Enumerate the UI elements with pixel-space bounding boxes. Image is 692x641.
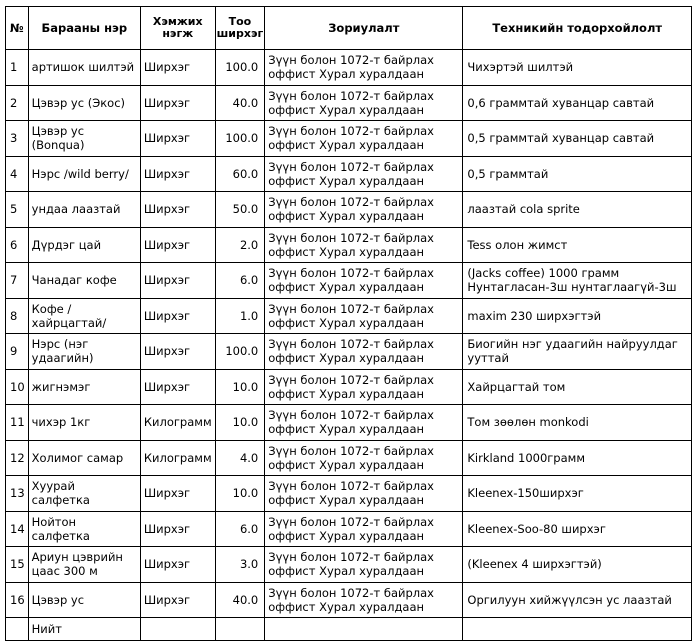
total-purpose-cell [265, 618, 463, 641]
item-name: жигнэмэг [28, 369, 140, 405]
item-quantity: 6.0 [215, 263, 265, 299]
item-purpose: Зүүн болон 1072-т байрлах оффист Хурал хуралдаан [265, 227, 463, 263]
item-purpose: Зүүн болон 1072-т байрлах оффист Хурал хуралдаан [265, 263, 463, 299]
row-number: 4 [6, 156, 29, 192]
item-quantity: 100.0 [215, 50, 265, 86]
item-spec: Биогийн нэг удаагийн найруулдаг уутт​ай [463, 334, 692, 370]
total-unit-cell [140, 618, 215, 641]
item-quantity: 100.0 [215, 334, 265, 370]
item-unit: Ширхэг [140, 582, 215, 618]
table-row [6, 511, 692, 547]
item-spec: Kleenex-150ширхэг [463, 476, 692, 512]
table-row [6, 547, 692, 583]
item-quantity: 40.0 [215, 582, 265, 618]
item-spec: 0,5 граммтай [463, 156, 692, 192]
item-purpose: Зүүн болон 1072-т байрлах оффист Хурал хуралдаан [265, 369, 463, 405]
item-unit: Ширхэг [140, 369, 215, 405]
item-purpose: Зүүн болон 1072-т байрлах оффист Хурал хуралдаан [265, 121, 463, 157]
item-purpose: Зүүн болон 1072-т байрлах оффист Хурал хуралдаан [265, 440, 463, 476]
row-number: 2 [6, 85, 29, 121]
header-purpose: Зориулалт [265, 7, 463, 50]
item-unit: Килограмм [140, 440, 215, 476]
item-unit: Ширхэг [140, 511, 215, 547]
item-quantity: 10.0 [215, 476, 265, 512]
header-no: № [6, 7, 29, 50]
item-spec: Kleenex-Soo-80 ширхэг [463, 511, 692, 547]
table-row [6, 369, 692, 405]
item-unit: Ширхэг [140, 121, 215, 157]
item-name: Нэрс /wild berry/ [28, 156, 140, 192]
item-spec: (Kleenex 4 ширхэгтэй) [463, 547, 692, 583]
table-row [6, 121, 692, 157]
item-unit: Ширхэг [140, 85, 215, 121]
item-unit: Ширхэг [140, 334, 215, 370]
table-row [6, 227, 692, 263]
item-name: Нойтон салфетка [28, 511, 140, 547]
row-number: 10 [6, 369, 29, 405]
item-name: Чанадаг кофе [28, 263, 140, 299]
item-purpose: Зүүн болон 1072-т байрлах оффист Хурал хуралдаан [265, 50, 463, 86]
item-quantity: 2.0 [215, 227, 265, 263]
item-name: Ариун цэврийн цаас 300 м [28, 547, 140, 583]
table-row [6, 263, 692, 299]
table-row [6, 298, 692, 334]
item-spec: (Jacks coffee) 1000 грамм Нунтагласан-3ш нунтаглаагүй-3ш [463, 263, 692, 299]
item-unit: Килограмм [140, 405, 215, 441]
row-number: 12 [6, 440, 29, 476]
item-purpose: Зүүн болон 1072-т байрлах оффист Хурал хуралдаан [265, 85, 463, 121]
item-purpose: Зүүн болон 1072-т байрлах оффист Хурал хуралдаан [265, 511, 463, 547]
total-qty-cell [215, 618, 265, 641]
total-no-cell [6, 618, 29, 641]
header-spec: Техникийн тодорхойлолт [463, 7, 692, 50]
row-number: 11 [6, 405, 29, 441]
item-unit: Ширхэг [140, 50, 215, 86]
item-name: Холимог самар [28, 440, 140, 476]
item-quantity: 4.0 [215, 440, 265, 476]
item-quantity: 3.0 [215, 547, 265, 583]
item-quantity: 6.0 [215, 511, 265, 547]
item-quantity: 1.0 [215, 298, 265, 334]
row-number: 7 [6, 263, 29, 299]
item-quantity: 50.0 [215, 192, 265, 228]
item-purpose: Зүүн болон 1072-т байрлах оффист Хурал хуралдаан [265, 547, 463, 583]
item-unit: Ширхэг [140, 156, 215, 192]
item-name: Цэвэр ус [28, 582, 140, 618]
item-name: Нэрс (нэг удаагийн) [28, 334, 140, 370]
table-row [6, 85, 692, 121]
item-unit: Ширхэг [140, 227, 215, 263]
item-purpose: Зүүн болон 1072-т байрлах оффист Хурал хуралдаан [265, 156, 463, 192]
table-row [6, 405, 692, 441]
table-body [6, 50, 692, 641]
table-row [6, 440, 692, 476]
item-unit: Ширхэг [140, 298, 215, 334]
row-number: 5 [6, 192, 29, 228]
item-name: чихэр 1кг [28, 405, 140, 441]
item-quantity: 100.0 [215, 121, 265, 157]
item-spec: лаазтай cola sprite [463, 192, 692, 228]
row-number: 13 [6, 476, 29, 512]
total-label: Нийт [28, 618, 140, 641]
item-purpose: Зүүн болон 1072-т байрлах оффист Хурал хуралдаан [265, 298, 463, 334]
item-name: Цэвэр ус (Экос) [28, 85, 140, 121]
row-number: 8 [6, 298, 29, 334]
item-name: артишок шилтэй [28, 50, 140, 86]
item-name: Хуурай салфетка [28, 476, 140, 512]
item-quantity: 10.0 [215, 369, 265, 405]
row-number: 9 [6, 334, 29, 370]
table-row [6, 582, 692, 618]
procurement-sheet [5, 6, 692, 641]
item-purpose: Зүүн болон 1072-т байрлах оффист Хурал хуралдаан [265, 582, 463, 618]
item-spec: 0,5 граммтай хуванцар савтай [463, 121, 692, 157]
header-name: Барааны нэр [28, 7, 140, 50]
items-table [5, 6, 692, 641]
item-name: Цэвэр ус (Bonqua) [28, 121, 140, 157]
item-name: Дүрдэг цай [28, 227, 140, 263]
item-name: Кофе /хайрцагтай/ [28, 298, 140, 334]
item-purpose: Зүүн болон 1072-т байрлах оффист Хурал хуралдаан [265, 476, 463, 512]
item-unit: Ширхэг [140, 263, 215, 299]
row-number: 1 [6, 50, 29, 86]
row-number: 14 [6, 511, 29, 547]
item-spec: 0,6 граммтай хуванцар савтай [463, 85, 692, 121]
item-purpose: Зүүн болон 1072-т байрлах оффист Хурал хуралдаан [265, 334, 463, 370]
table-row [6, 50, 692, 86]
item-quantity: 60.0 [215, 156, 265, 192]
item-spec: Хайрцагтай том [463, 369, 692, 405]
total-spec-cell [463, 618, 692, 641]
item-name: ундаа лаазтай [28, 192, 140, 228]
item-spec: Tess олон жимст [463, 227, 692, 263]
row-number: 16 [6, 582, 29, 618]
item-quantity: 10.0 [215, 405, 265, 441]
item-spec: Чихэртэй шилтэй [463, 50, 692, 86]
item-spec: maxim 230 ширхэгтэй [463, 298, 692, 334]
item-purpose: Зүүн болон 1072-т байрлах оффист Хурал хуралдаан [265, 192, 463, 228]
table-row [6, 476, 692, 512]
header-qty: Тоо ширхэг [215, 7, 265, 50]
row-number: 6 [6, 227, 29, 263]
item-unit: Ширхэг [140, 476, 215, 512]
header-row [6, 7, 692, 50]
item-spec: Том зөөлөн monkodi [463, 405, 692, 441]
item-unit: Ширхэг [140, 192, 215, 228]
item-unit: Ширхэг [140, 547, 215, 583]
table-row [6, 156, 692, 192]
table-row [6, 192, 692, 228]
item-purpose: Зүүн болон 1072-т байрлах оффист Хурал хуралдаан [265, 405, 463, 441]
table-row [6, 334, 692, 370]
total-row [6, 618, 692, 641]
item-quantity: 40.0 [215, 85, 265, 121]
item-spec: Kirkland 1000грамм [463, 440, 692, 476]
row-number: 15 [6, 547, 29, 583]
header-unit: Хэмжих нэгж [140, 7, 215, 50]
row-number: 3 [6, 121, 29, 157]
item-spec: Оргилуун хийжүүлсэн ус лаазтай [463, 582, 692, 618]
